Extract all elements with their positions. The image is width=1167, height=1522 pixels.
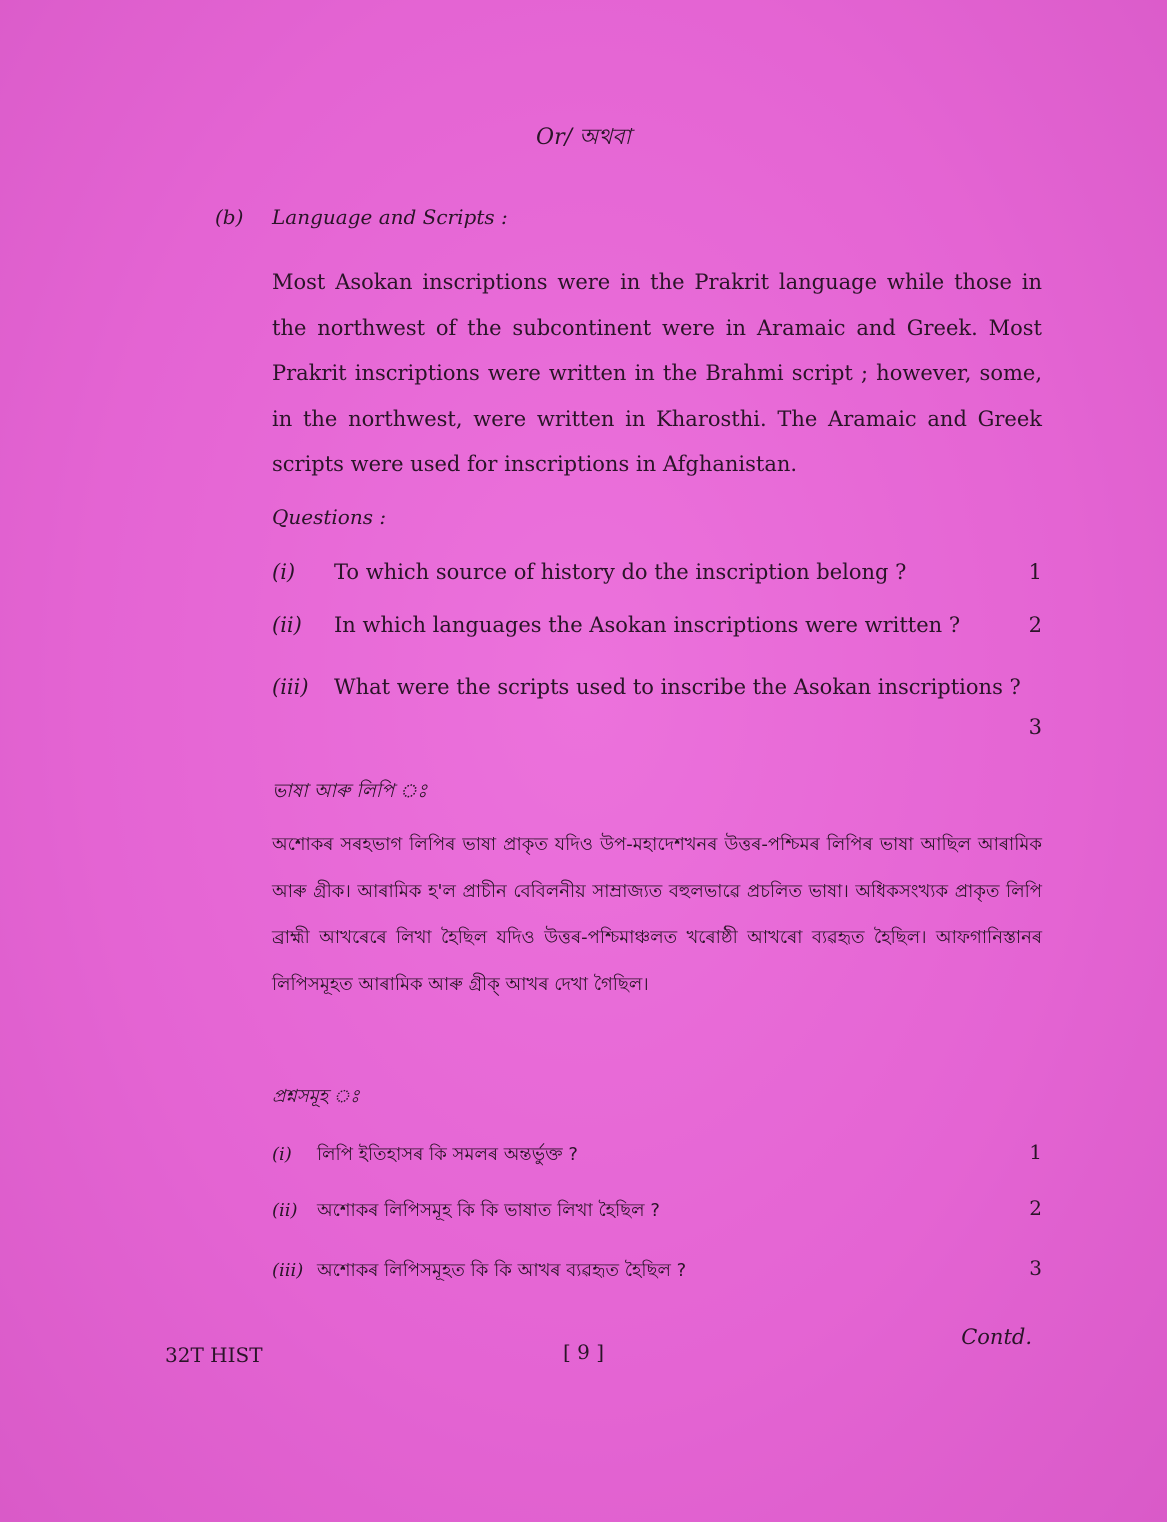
- continued-label: Contd.: [961, 1325, 1032, 1349]
- question-number: (iii): [272, 675, 309, 699]
- question-marks: 2: [1028, 613, 1042, 637]
- question-number: (i): [272, 1144, 292, 1165]
- question-number: (ii): [272, 1200, 298, 1221]
- page-number: [ 9 ]: [562, 1340, 605, 1364]
- or-heading: Or/ অথবা: [536, 125, 631, 150]
- question-marks: 3: [1028, 715, 1042, 739]
- section-heading: [215, 205, 508, 229]
- question-marks: 1: [1029, 1140, 1042, 1164]
- question-marks: 3: [1029, 1256, 1042, 1280]
- question-text: To which source of history do the inscription belong ?: [334, 560, 907, 584]
- assamese-heading: ভাষা আৰু লিপি ঃ: [272, 780, 428, 802]
- question-number: (ii): [272, 613, 302, 637]
- assamese-questions-label: প্ৰশ্নসমূহ ঃ: [272, 1086, 360, 1107]
- english-passage: Most Asokan inscriptions were in the Prakrit language while those in the northwest of the subcontinent were in Aramaic and Greek. Most Prakrit inscriptions were written in the Brahmi script ; however, some, in the northwest, were written in Kharosthi. The Aramaic and Greek scripts were used for inscriptions in Afghanistan.: [272, 270, 1042, 476]
- section-marker: (b): [215, 205, 244, 229]
- question-marks: 2: [1029, 1196, 1042, 1220]
- assamese-question-2: [272, 1196, 1042, 1227]
- questions-label: Questions :: [272, 505, 387, 529]
- assamese-question-3: [272, 1256, 1042, 1287]
- question-text: অশোকৰ লিপিসমূহ কি কি ভাষাত লিখা হৈছিল ?: [317, 1200, 660, 1221]
- paper-code: 32T HIST: [165, 1343, 263, 1367]
- assamese-question-1: [272, 1140, 1042, 1171]
- question-text: অশোকৰ লিপিসমূহত কি কি আখৰ ব্যৱহৃত হৈছিল ?: [317, 1260, 687, 1281]
- question-marks: 1: [1028, 560, 1042, 584]
- question-text: In which languages the Asokan inscriptions were written ?: [334, 613, 961, 637]
- question-number: (iii): [272, 1260, 304, 1281]
- question-1: [272, 560, 1042, 584]
- question-2: [272, 613, 1042, 637]
- question-text: What were the scripts used to inscribe the Asokan inscriptions ?: [334, 675, 1021, 699]
- question-3: [272, 675, 1042, 739]
- section-title: Language and Scripts :: [272, 205, 508, 229]
- question-text: লিপি ইতিহাসৰ কি সমলৰ অন্তৰ্ভুক্ত ?: [317, 1144, 578, 1165]
- assamese-passage: অশোকৰ সৰহভাগ লিপিৰ ভাষা প্ৰাকৃত যদিও উপ-মহাদেশখনৰ উত্তৰ-পশ্চিমৰ লিপিৰ ভাষা আছিল আৰামিক আৰু গ্ৰীক। আৰামিক হ'ল প্ৰাচীন বেবিলনীয় সাম্ৰাজ্যত বহুলভাৱে প্ৰচলিত ভাষা। অধিকসংখ্যক প্ৰাকৃত লিপি ব্ৰাহ্মী আখৰেৰে লিখা হৈছিল যদিও উত্তৰ-পশ্চিমাঞ্চলত খৰোষ্ঠী আখৰো ব্যৱহৃত হৈছিল। আফগানিস্তানৰ লিপিসমূহত আৰামিক আৰু গ্ৰীক্ আখৰ দেখা গৈছিল।: [272, 834, 1042, 995]
- question-number: (i): [272, 560, 296, 584]
